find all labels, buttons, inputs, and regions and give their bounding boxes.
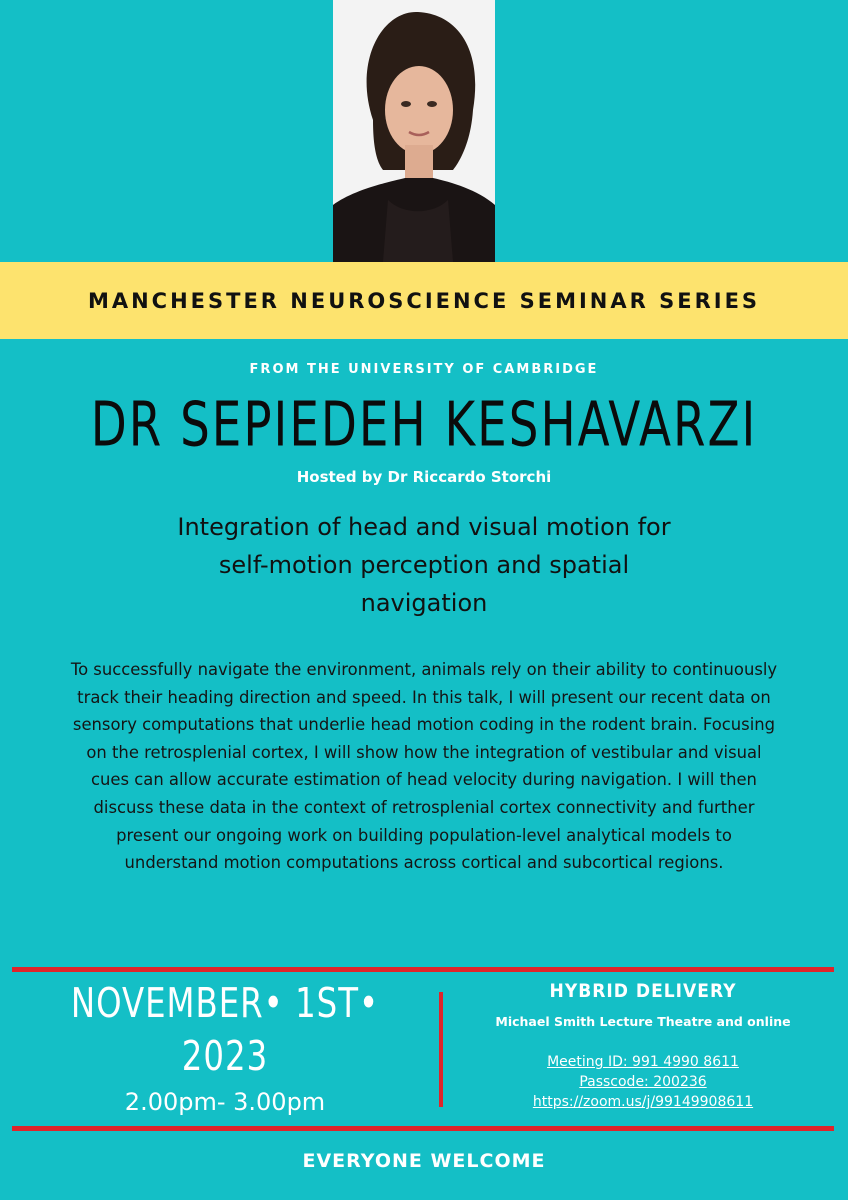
event-time: 2.00pm- 3.00pm — [124, 1088, 326, 1116]
zoom-link[interactable]: https://zoom.us/j/99149908611 — [532, 1094, 754, 1110]
delivery-title: HYBRID DELIVERY — [549, 980, 737, 1002]
passcode-link[interactable]: Passcode: 200236 — [579, 1074, 707, 1090]
event-year: 2023 — [181, 1033, 269, 1081]
venue: Michael Smith Lecture Theatre and online — [495, 1014, 791, 1029]
speaker-photo — [333, 0, 495, 262]
talk-title — [90, 508, 758, 622]
meeting-id-link[interactable]: Meeting ID: 991 4990 8611 — [547, 1054, 739, 1070]
talk-title-line: self-motion perception and spatial — [218, 551, 630, 579]
talk-title-line: Integration of head and visual motion for — [177, 513, 671, 541]
meeting-details — [448, 1052, 838, 1112]
event-date — [20, 978, 430, 1084]
everyone-welcome: EVERYONE WELCOME — [302, 1150, 546, 1172]
speaker-name: DR SEPIEDEH KESHAVARZI — [90, 390, 758, 461]
bottom-divider — [12, 1126, 834, 1131]
talk-abstract: To successfully navigate the environment, animals rely on their ability to continuously track their heading direction and speed. In this talk, I will present our recent data on sensory computations that underlie head motion coding in the rodent brain. Focusing on the retrosplenial cortex, I will show how the integration of vestibular and visual cues can allow accurate estimation of head velocity during navigation. I will then discuss these data in the context of retrosplenial cortex connectivity and further present our ongoing work on building population-level analytical models to understand motion computations across cortical and subcortical regions. — [70, 660, 778, 873]
seminar-series-banner — [0, 262, 848, 339]
top-divider — [12, 967, 834, 972]
talk-title-line: navigation — [360, 589, 488, 617]
speaker-affiliation: FROM THE UNIVERSITY OF CAMBRIDGE — [249, 362, 599, 377]
vertical-divider — [439, 992, 443, 1107]
seminar-series-title: MANCHESTER NEUROSCIENCE SEMINAR SERIES — [87, 288, 761, 313]
host-line: Hosted by Dr Riccardo Storchi — [296, 468, 552, 486]
speaker-portrait-image — [333, 0, 495, 262]
event-date-line: NOVEMBER• 1ST• — [70, 980, 380, 1028]
